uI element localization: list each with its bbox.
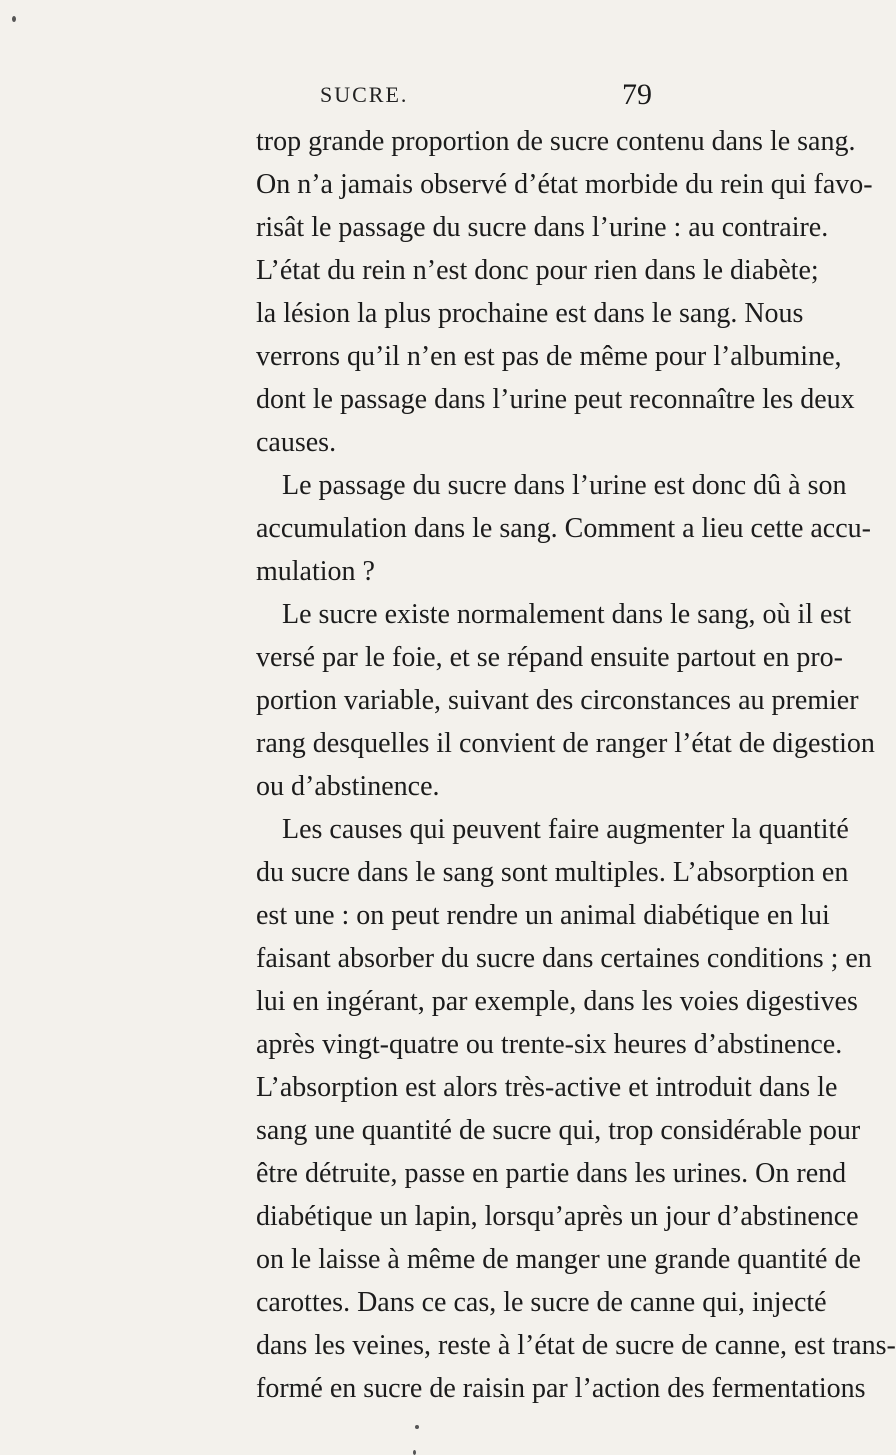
text-line: L’absorption est alors très-active et introduit dans le [256, 1072, 838, 1103]
body-text [256, 120, 896, 1410]
text-line: accumulation dans le sang. Comment a lieu cette accu- [256, 513, 871, 544]
text-line: on le laisse à même de manger une grande quantité de [256, 1244, 861, 1275]
text-line: carottes. Dans ce cas, le sucre de canne qui, injecté [256, 1287, 827, 1318]
text-line: Le passage du sucre dans l’urine est donc dû à son [282, 470, 847, 501]
text-line: trop grande proportion de sucre contenu dans le sang. [256, 126, 856, 157]
text-line: lui en ingérant, par exemple, dans les voies digestives [256, 986, 858, 1017]
text-line: formé en sucre de raisin par l’action des fermentations [256, 1373, 866, 1404]
text-line: dont le passage dans l’urine peut reconnaître les deux [256, 384, 855, 415]
text-line: risât le passage du sucre dans l’urine : au contraire. [256, 212, 829, 243]
text-line: rang desquelles il convient de ranger l’état de digestion [256, 728, 875, 759]
text-line: ou d’abstinence. [256, 771, 440, 802]
text-line: On n’a jamais observé d’état morbide du rein qui favo- [256, 169, 873, 200]
ink-speck [413, 1450, 416, 1455]
ink-speck [12, 16, 16, 22]
text-line: faisant absorber du sucre dans certaines conditions ; en [256, 943, 872, 974]
text-line: après vingt-quatre ou trente-six heures d’abstinence. [256, 1029, 843, 1060]
ink-speck [415, 1425, 419, 1429]
text-line: mulation ? [256, 556, 375, 587]
text-line: est une : on peut rendre un animal diabétique en lui [256, 900, 830, 931]
running-head: SUCRE. [320, 82, 409, 107]
text-line: causes. [256, 427, 337, 458]
page-header [0, 76, 800, 116]
text-line: versé par le foie, et se répand ensuite partout en pro- [256, 642, 843, 673]
text-line: diabétique un lapin, lorsqu’après un jour d’abstinence [256, 1201, 859, 1232]
text-line: portion variable, suivant des circonstances au premier [256, 685, 859, 716]
text-line: Le sucre existe normalement dans le sang, où il est [282, 599, 852, 630]
page-number: 79 [622, 78, 652, 111]
text-line: L’état du rein n’est donc pour rien dans le diabète; [256, 255, 819, 286]
text-line: du sucre dans le sang sont multiples. L’absorption en [256, 857, 849, 888]
text-line: être détruite, passe en partie dans les urines. On rend [256, 1158, 847, 1189]
text-line: sang une quantité de sucre qui, trop considérable pour [256, 1115, 861, 1146]
text-line: verrons qu’il n’en est pas de même pour l’albumine, [256, 341, 842, 372]
text-line: dans les veines, reste à l’état de sucre de canne, est trans- [256, 1330, 896, 1361]
text-line: la lésion la plus prochaine est dans le sang. Nous [256, 298, 804, 329]
text-line: Les causes qui peuvent faire augmenter la quantité [282, 814, 849, 845]
